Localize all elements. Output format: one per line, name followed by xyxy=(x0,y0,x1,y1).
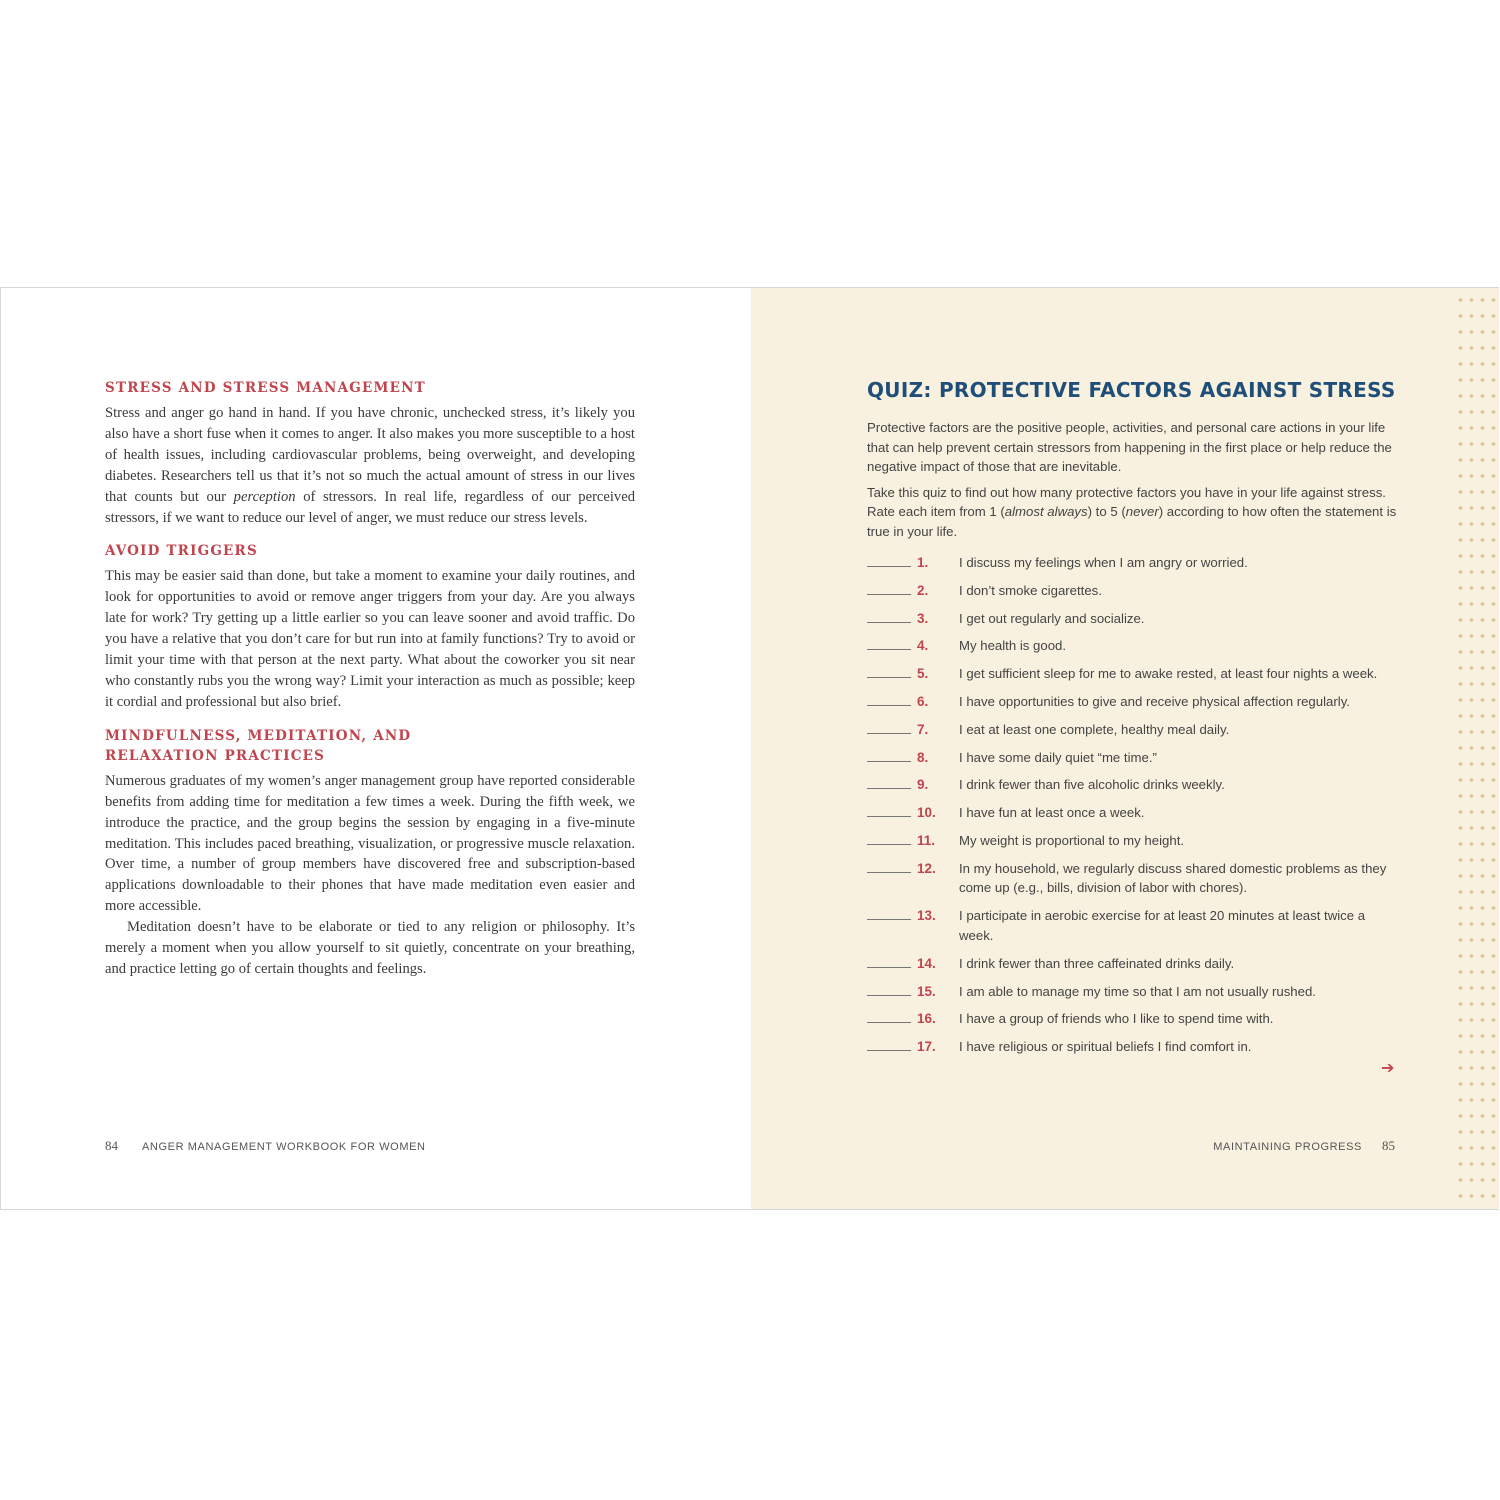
quiz-item xyxy=(867,775,1397,803)
quiz-item-number: 16. xyxy=(917,1011,936,1027)
quiz-item xyxy=(867,636,1397,664)
answer-blank[interactable] xyxy=(867,649,911,650)
answer-blank[interactable] xyxy=(867,967,911,968)
right-folio xyxy=(1213,1138,1395,1154)
paragraph-mindfulness-1: Numerous graduates of my women’s anger management group have reported considerable benefits from adding time for meditation a few times a week. During the fifth week, we introduce the practice, and the group begins the session by engaging in a five-minute meditation. This includes paced breathing, visualization, or progressive muscle relaxation. Over time, a number of group members have discovered free and subscription-based applications downloadable to their phones that have made meditation even easier and more accessible. xyxy=(105,772,635,915)
quiz-item xyxy=(867,553,1397,581)
quiz-column xyxy=(867,376,1397,1065)
quiz-item xyxy=(867,1009,1397,1037)
quiz-item xyxy=(867,803,1397,831)
quiz-item xyxy=(867,664,1397,692)
quiz-intro-2: Take this quiz to find out how many protective factors you have in your life against stress. Rate each item from 1 (almost always) to 5 (never) according to how often the statement is true in your life. xyxy=(867,484,1397,539)
quiz-item-number: 3. xyxy=(917,610,929,626)
continue-arrow-icon: ➔ xyxy=(1381,1058,1395,1077)
paragraph-mindfulness-2: Meditation doesn’t have to be elaborate or tied to any religion or philosophy. It’s merely a moment when you allow yourself to sit quietly, concentrate on your breathing, and practice letting go of certain thoughts and feelings. xyxy=(105,919,635,977)
quiz-item-text: I drink fewer than five alcoholic drinks weekly. xyxy=(959,777,1225,793)
quiz-item-text: In my household, we regularly discuss shared domestic problems as they come up (e.g., bills, division of labor with chores). xyxy=(959,860,1387,896)
answer-blank[interactable] xyxy=(867,622,911,623)
quiz-item xyxy=(867,954,1397,982)
quiz-item-text: My weight is proportional to my height. xyxy=(959,832,1185,848)
quiz-item xyxy=(867,748,1397,776)
quiz-item-number: 9. xyxy=(917,777,929,793)
section-heading-triggers: AVOID TRIGGERS xyxy=(105,543,258,560)
answer-blank[interactable] xyxy=(867,733,911,734)
quiz-item-number: 14. xyxy=(917,955,936,971)
quiz-item-number: 6. xyxy=(917,693,929,709)
left-folio xyxy=(105,1138,426,1154)
answer-blank[interactable] xyxy=(867,594,911,595)
quiz-item-text: I have a group of friends who I like to spend time with. xyxy=(959,1011,1274,1027)
emphasis-perception: perception xyxy=(233,488,296,505)
section-heading-mindfulness: MINDFULNESS, MEDITATION, AND RELAXATION PRACTICES xyxy=(105,727,412,764)
answer-blank[interactable] xyxy=(867,705,911,706)
page-number-right: 85 xyxy=(1382,1138,1395,1153)
quiz-item xyxy=(867,906,1397,954)
quiz-item xyxy=(867,1037,1397,1065)
quiz-item xyxy=(867,720,1397,748)
quiz-item xyxy=(867,609,1397,637)
quiz-list xyxy=(867,553,1397,1065)
quiz-item xyxy=(867,982,1397,1010)
section-heading-stress: STRESS AND STRESS MANAGEMENT xyxy=(105,380,426,396)
answer-blank[interactable] xyxy=(867,788,911,789)
quiz-item xyxy=(867,859,1397,907)
answer-blank[interactable] xyxy=(867,1050,911,1051)
quiz-item-text: I get sufficient sleep for me to awake rested, at least four nights a week. xyxy=(959,666,1378,682)
quiz-item-text: I discuss my feelings when I am angry or worried. xyxy=(959,555,1248,570)
quiz-item xyxy=(867,831,1397,859)
dot-pattern-border xyxy=(1453,288,1499,1209)
quiz-item-text: My health is good. xyxy=(959,638,1067,654)
quiz-item-number: 15. xyxy=(917,983,936,999)
answer-blank[interactable] xyxy=(867,1022,911,1023)
left-column xyxy=(105,378,635,980)
quiz-item-number: 1. xyxy=(917,555,929,570)
quiz-item-number: 13. xyxy=(917,908,936,924)
quiz-item-text: I get out regularly and socialize. xyxy=(959,610,1145,626)
right-page xyxy=(751,288,1499,1209)
answer-blank[interactable] xyxy=(867,816,911,817)
quiz-item-number: 8. xyxy=(917,749,929,765)
quiz-title: QUIZ: PROTECTIVE FACTORS AGAINST STRESS xyxy=(867,378,1396,402)
answer-blank[interactable] xyxy=(867,919,911,920)
quiz-item-number: 5. xyxy=(917,666,929,682)
quiz-item-text: I drink fewer than three caffeinated drinks daily. xyxy=(959,955,1235,971)
paragraph-triggers: This may be easier said than done, but take a moment to examine your daily routines, and look for opportunities to avoid or remove anger triggers from your day. Are you always late for work? Try getting up a little earlier so you can leave sooner and avoid traffic. Do you have a relative that you don’t care for but run into at family functions? Try to avoid or limit your time with that person at the next party. What about the coworker you sit near who constantly rubs you the wrong way? Limit your interaction as much as possible; keep it cordial and professional but also brief. xyxy=(105,568,635,710)
quiz-item-number: 4. xyxy=(917,638,929,654)
quiz-item-number: 7. xyxy=(917,721,929,737)
quiz-item-number: 2. xyxy=(917,582,929,598)
book-spread xyxy=(0,287,1499,1210)
answer-blank[interactable] xyxy=(867,566,911,567)
running-head-left: ANGER MANAGEMENT WORKBOOK FOR WOMEN xyxy=(142,1141,426,1153)
left-page xyxy=(1,288,751,1209)
quiz-item-text: I don’t smoke cigarettes. xyxy=(959,582,1102,598)
answer-blank[interactable] xyxy=(867,677,911,678)
answer-blank[interactable] xyxy=(867,761,911,762)
quiz-item-number: 12. xyxy=(917,860,936,876)
quiz-item xyxy=(867,581,1397,609)
quiz-item-text: I participate in aerobic exercise for at least 20 minutes at least twice a week. xyxy=(959,908,1366,943)
answer-blank[interactable] xyxy=(867,872,911,873)
paragraph-stress: Stress and anger go hand in hand. If you have chronic, unchecked stress, it’s likely you also have a short fuse when it comes to anger. It also makes you more susceptible to a host of health issues, including cardiovascular problems, being overweight, and developing diabetes. Researchers tell us that it’s not so much the actual amount of stress in our lives that counts but our perception of stressors. In real life, regardless of our perceived stressors, if we want to reduce our level of anger, we must reduce our stress levels. xyxy=(105,405,636,526)
quiz-item-number: 10. xyxy=(917,805,936,821)
quiz-intro-1: Protective factors are the positive people, activities, and personal care actions in your life that can help prevent certain stressors from happening in the first place or help reduce the negative impact of those that are inevitable. xyxy=(867,420,1392,474)
page-number-left: 84 xyxy=(105,1138,118,1153)
quiz-item xyxy=(867,692,1397,720)
quiz-item-text: I have opportunities to give and receive physical affection regularly. xyxy=(959,693,1350,709)
quiz-item-text: I have religious or spiritual beliefs I find comfort in. xyxy=(959,1039,1252,1055)
quiz-item-text: I have fun at least once a week. xyxy=(959,805,1145,821)
answer-blank[interactable] xyxy=(867,844,911,845)
quiz-item-text: I eat at least one complete, healthy meal daily. xyxy=(959,721,1230,737)
running-head-right: MAINTAINING PROGRESS xyxy=(1213,1141,1362,1153)
quiz-item-number: 17. xyxy=(917,1039,936,1055)
quiz-item-number: 11. xyxy=(917,832,936,848)
quiz-item-text: I am able to manage my time so that I am not usually rushed. xyxy=(959,983,1316,999)
quiz-item-text: I have some daily quiet “me time.” xyxy=(959,749,1157,765)
answer-blank[interactable] xyxy=(867,995,911,996)
